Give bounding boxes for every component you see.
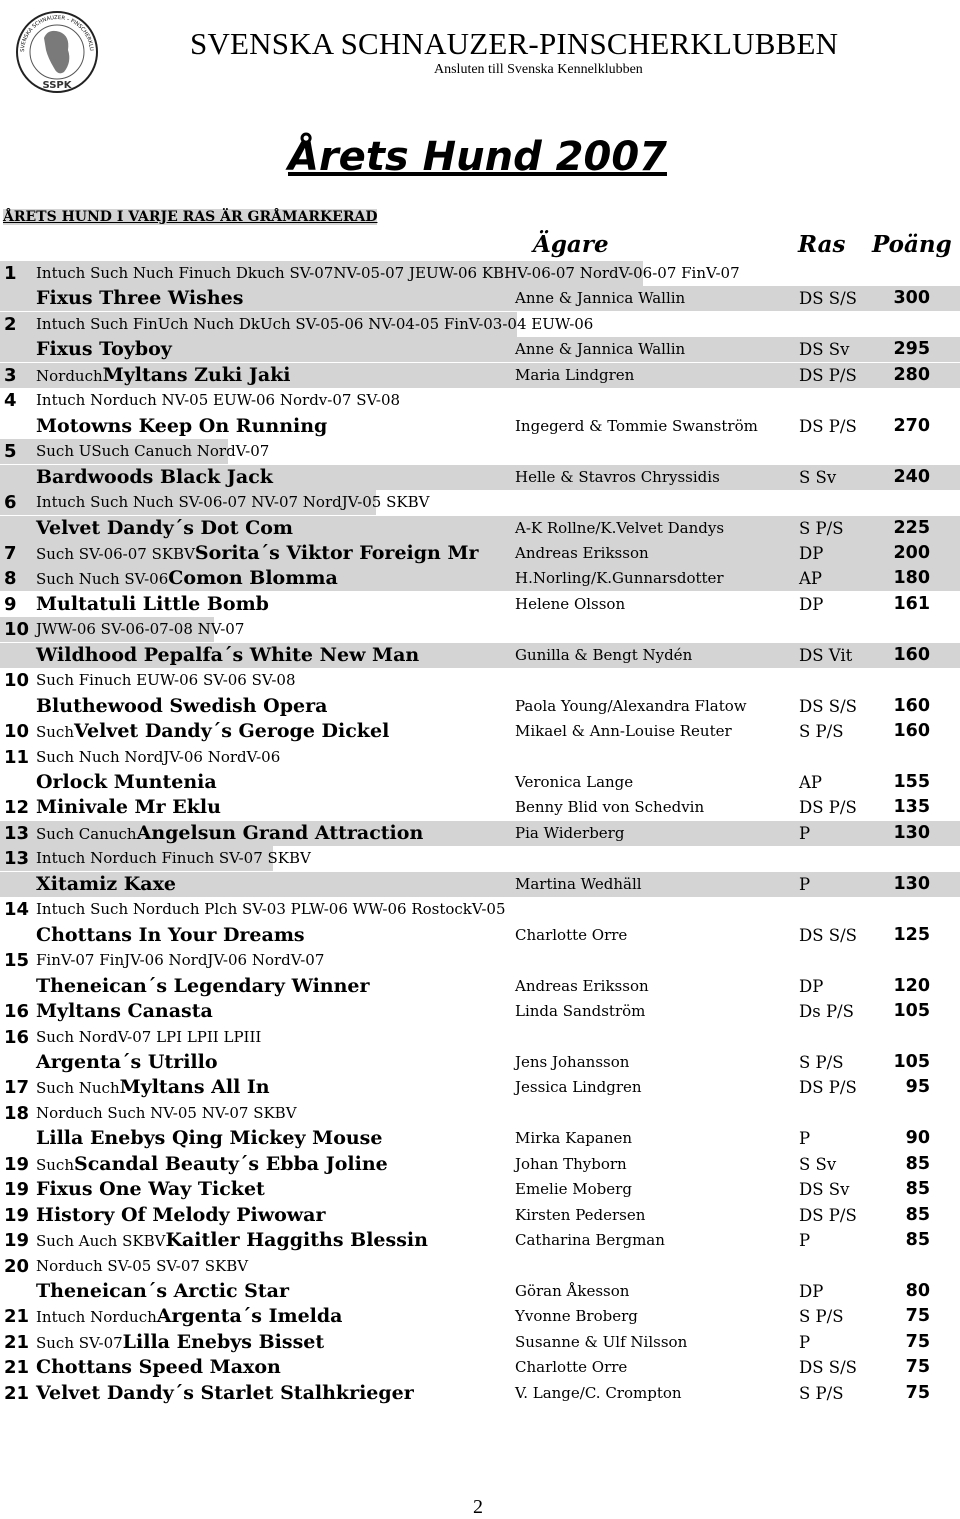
entry-rank: 3 <box>4 364 17 386</box>
entry-points: 295 <box>893 339 930 360</box>
entry-owner: Veronica Lange <box>515 773 634 791</box>
entry-ras: P <box>799 823 811 843</box>
entry-rank: 17 <box>4 1077 30 1099</box>
entry-owner: Martina Wedhäll <box>515 874 642 893</box>
entry-rank: 21 <box>4 1331 30 1353</box>
dog-name: Myltans All In <box>119 1076 270 1099</box>
entry-row <box>0 795 960 820</box>
org-subtitle: Ansluten till Svenska Kennelklubben <box>434 62 643 77</box>
dog-name: Xitamiz Kaxe <box>36 872 177 895</box>
entry-ras: DS Vit <box>799 645 853 665</box>
entry-titles: Intuch Norduch NV-05 EUW-06 Nordv-07 SV-08 <box>36 391 401 410</box>
entry-ras: DS P/S <box>799 365 857 385</box>
entry-ras: DP <box>799 1282 824 1301</box>
entry-ras: DS S/S <box>799 925 857 945</box>
entry-rank: 15 <box>4 950 30 972</box>
entry-owner: Johan Thyborn <box>515 1154 627 1173</box>
entry-titles: Intuch Such Nuch SV-06-07 NV-07 NordJV-05 SKBV <box>36 493 430 512</box>
entry-points: 75 <box>905 1382 930 1403</box>
entry-titles: Such <box>36 1155 74 1174</box>
entry-name-wrap <box>36 1355 281 1380</box>
entry-name-wrap <box>36 643 419 668</box>
dog-name: Multatuli Little Bomb <box>36 592 269 615</box>
dog-name: History Of Melody Piwowar <box>36 1203 326 1226</box>
entry-titles-wrap <box>36 1025 261 1050</box>
entry-ras: DS S/S <box>799 1358 857 1378</box>
entry-name-wrap <box>36 1279 289 1304</box>
entry-rank: 1 <box>4 263 17 284</box>
dog-name: Argenta´s Imelda <box>156 1305 343 1328</box>
dog-name: Myltans Zuki Jaki <box>102 363 291 386</box>
entry-name-wrap <box>36 923 305 948</box>
entry-owner: Paola Young/Alexandra Flatow <box>515 696 747 715</box>
entry-owner: Linda Sandström <box>515 1002 646 1021</box>
entry-row <box>0 694 960 719</box>
dog-name: Minivale Mr Eklu <box>36 796 221 819</box>
entry-ras: S Sv <box>799 1154 837 1174</box>
entry-points: 105 <box>893 1001 930 1022</box>
dog-name: Velvet Dandy´s Geroge Dickel <box>74 720 390 743</box>
entry-row <box>0 668 960 693</box>
entry-owner: Pia Widerberg <box>515 823 625 842</box>
entry-name-wrap <box>36 592 269 617</box>
entry-row <box>0 719 960 744</box>
entry-row <box>0 363 960 388</box>
entry-row <box>0 745 960 770</box>
entry-owner: Göran Åkesson <box>515 1282 630 1300</box>
entry-rank: 9 <box>4 593 17 615</box>
entry-points: 85 <box>905 1230 930 1251</box>
dog-name: Velvet Dandy´s Starlet Stalhkrieger <box>36 1381 414 1404</box>
entry-titles-wrap <box>36 1101 297 1126</box>
entry-row <box>0 1254 960 1279</box>
entry-row <box>0 617 960 642</box>
entry-points: 85 <box>905 1204 930 1225</box>
dog-name: Bluthewood Swedish Opera <box>36 694 328 717</box>
entry-ras: DS P/S <box>799 1205 857 1225</box>
entry-name-wrap <box>36 1075 270 1100</box>
entry-row <box>0 490 960 515</box>
entry-rank: 12 <box>4 797 30 819</box>
entry-points: 160 <box>893 695 930 716</box>
entry-name-wrap <box>36 541 479 566</box>
entry-points: 155 <box>893 772 930 792</box>
entry-name-wrap <box>36 1050 218 1075</box>
entry-row <box>0 821 960 846</box>
entry-owner: Benny Blid von Schedvin <box>515 798 705 817</box>
entry-name-wrap <box>36 719 389 744</box>
entry-name-wrap <box>36 516 293 541</box>
entry-row <box>0 999 960 1024</box>
entry-owner: Charlotte Orre <box>515 925 628 944</box>
entry-owner: Maria Lindgren <box>515 365 635 384</box>
entry-points: 75 <box>905 1331 930 1352</box>
entry-titles: Such SV-06-07 SKBV <box>36 544 195 563</box>
dog-name: Velvet Dandy´s Dot Com <box>36 516 294 539</box>
entry-row <box>0 643 960 668</box>
entry-titles: JWW-06 SV-06-07-08 NV-07 <box>36 620 245 639</box>
entry-row <box>0 465 960 490</box>
entry-ras: DS S/S <box>799 696 857 716</box>
entry-name-wrap <box>36 1330 324 1355</box>
entry-points: 270 <box>893 415 930 436</box>
entry-row <box>0 1203 960 1228</box>
entry-owner: A-K Rollne/K.Velvet Dandys <box>515 518 725 537</box>
dog-name: Comon Blomma <box>168 567 338 590</box>
entry-row <box>0 1101 960 1126</box>
entry-ras: DS S/S <box>799 289 857 309</box>
entry-rank: 2 <box>4 313 17 335</box>
entry-ras: P <box>799 874 811 894</box>
entry-points: 161 <box>893 593 930 614</box>
entry-points: 90 <box>905 1128 930 1149</box>
entry-titles: Norduch <box>36 366 103 385</box>
entry-ras: DS Sv <box>799 1180 850 1200</box>
entry-name-wrap <box>36 1152 388 1177</box>
entry-ras: P <box>799 1332 811 1352</box>
entry-rank: 7 <box>4 542 17 564</box>
entry-name-wrap <box>36 286 243 311</box>
entry-titles: Norduch SV-05 SV-07 SKBV <box>36 1256 249 1275</box>
entry-owner: Charlotte Orre <box>515 1358 628 1377</box>
entry-row <box>0 414 960 439</box>
dog-name: Scandal Beauty´s Ebba Joline <box>74 1152 388 1175</box>
entry-titles-wrap <box>36 312 593 337</box>
entry-row <box>0 923 960 948</box>
entry-points: 75 <box>905 1357 930 1378</box>
entry-ras: P <box>799 1129 811 1149</box>
entry-titles: Intuch Norduch Finuch SV-07 SKBV <box>36 849 311 868</box>
entry-row <box>0 974 960 999</box>
entry-points: 120 <box>893 975 930 996</box>
entry-points: 95 <box>905 1077 930 1098</box>
entry-rank: 19 <box>4 1179 30 1201</box>
entry-name-wrap <box>36 465 273 490</box>
entry-ras: DS P/S <box>799 416 857 436</box>
entry-rank: 14 <box>4 899 30 921</box>
entry-titles-wrap <box>36 668 296 693</box>
entry-ras: S P/S <box>799 518 844 538</box>
entry-row <box>0 592 960 617</box>
entry-rank: 16 <box>4 1001 30 1023</box>
entry-titles: Such Finuch EUW-06 SV-06 SV-08 <box>36 671 296 690</box>
entry-points: 85 <box>905 1179 930 1200</box>
entry-titles-wrap <box>36 439 269 464</box>
entry-row <box>0 286 960 311</box>
entry-owner: Anne & Jannica Wallin <box>515 340 686 359</box>
dog-name: Chottans Speed Maxon <box>36 1356 281 1379</box>
page-number: 2 <box>473 1496 483 1518</box>
entry-row <box>0 1050 960 1075</box>
entry-ras: S P/S <box>799 1307 844 1327</box>
entry-titles-wrap <box>36 897 506 922</box>
entry-owner: Ingegerd & Tommie Swanström <box>515 416 758 435</box>
logo-abbr: SSPK <box>42 80 72 91</box>
entry-points: 80 <box>905 1281 930 1301</box>
entry-owner: Anne & Jannica Wallin <box>515 289 686 308</box>
entry-row <box>0 1075 960 1100</box>
entry-row <box>0 1381 960 1406</box>
entry-name-wrap <box>36 1228 428 1253</box>
column-header-ras: Ras <box>798 231 846 258</box>
entry-rank: 13 <box>4 848 30 870</box>
entry-row <box>0 312 960 337</box>
entry-owner: Gunilla & Bengt Nydén <box>515 645 693 664</box>
entry-points: 85 <box>905 1153 930 1174</box>
entry-rank: 21 <box>4 1382 30 1404</box>
entry-row <box>0 439 960 464</box>
entry-titles: FinV-07 FinJV-06 NordJV-06 NordV-07 <box>36 951 325 970</box>
entry-rank: 11 <box>4 746 30 768</box>
entry-name-wrap <box>36 363 291 388</box>
entry-rank: 21 <box>4 1306 30 1328</box>
entry-rank: 10 <box>4 619 30 641</box>
entry-titles: Such Auch SKBV <box>36 1232 166 1251</box>
entry-points: 300 <box>893 288 930 309</box>
entry-rank: 18 <box>4 1102 30 1124</box>
club-logo <box>14 2 100 102</box>
entry-titles: Such Nuch SV-06 <box>36 570 169 589</box>
entry-points: 130 <box>893 822 930 843</box>
entry-rank: 21 <box>4 1357 30 1379</box>
entry-row <box>0 1228 960 1253</box>
entry-row <box>0 872 960 897</box>
entry-owner: Mirka Kapanen <box>515 1129 633 1148</box>
entry-row <box>0 897 960 922</box>
entry-points: 160 <box>893 721 930 742</box>
entry-points: 280 <box>893 364 930 385</box>
entry-name-wrap <box>36 1126 382 1151</box>
entry-name-wrap <box>36 1381 414 1406</box>
entry-ras: DS P/S <box>799 1078 857 1098</box>
entry-rank: 5 <box>4 441 17 463</box>
entry-ras: DP <box>799 594 824 614</box>
logo-arc-text: SVENSKA SCHNAUZER – PINSCHERKLU <box>19 14 95 53</box>
entry-titles: Intuch Norduch <box>36 1308 157 1327</box>
entry-points: 130 <box>893 873 930 894</box>
entry-ras: P <box>799 1231 811 1251</box>
entry-ras: S P/S <box>799 1052 844 1072</box>
entry-titles-wrap <box>36 261 740 286</box>
entry-row <box>0 1355 960 1380</box>
entry-owner: Jessica Lindgren <box>515 1078 642 1097</box>
dog-name: Theneican´s Arctic Star <box>36 1280 289 1302</box>
entry-name-wrap <box>36 999 213 1024</box>
entry-rank: 8 <box>4 568 17 590</box>
entry-name-wrap <box>36 821 423 846</box>
dog-name: Orlock Muntenia <box>36 771 217 793</box>
entry-ras: AP <box>799 773 823 792</box>
entry-name-wrap <box>36 795 221 820</box>
entry-points: 160 <box>893 644 930 665</box>
entry-row <box>0 337 960 362</box>
dog-name: Chottans In Your Dreams <box>36 923 305 946</box>
entry-row <box>0 516 960 541</box>
entry-owner: Catharina Bergman <box>515 1231 665 1250</box>
column-header-points: Poäng <box>872 231 952 258</box>
entry-titles: Intuch Such Norduch Plch SV-03 PLW-06 WW-06 RostockV-05 <box>36 900 506 919</box>
entry-titles-wrap <box>36 745 280 770</box>
entry-owner: Emelie Moberg <box>515 1180 632 1199</box>
entry-name-wrap <box>36 337 172 362</box>
entry-row <box>0 1279 960 1304</box>
entry-rank: 16 <box>4 1026 30 1048</box>
entry-owner: Yvonne Broberg <box>515 1307 638 1326</box>
highlight-note: ÅRETS HUND I VARJE RAS ÄR GRÅMARKERAD <box>3 209 378 225</box>
entry-name-wrap <box>36 414 327 439</box>
dog-name: Sorita´s Viktor Foreign Mr <box>194 541 479 564</box>
entry-points: 240 <box>893 466 930 487</box>
entry-titles-wrap <box>36 490 429 515</box>
dog-name: Angelsun Grand Attraction <box>136 821 424 844</box>
entry-titles: Such <box>36 723 74 742</box>
entry-owner: H.Norling/K.Gunnarsdotter <box>515 569 724 588</box>
entry-points: 125 <box>893 924 930 945</box>
entry-name-wrap <box>36 566 338 591</box>
entry-name-wrap <box>36 1203 325 1228</box>
entry-points: 135 <box>893 797 930 818</box>
dog-name: Kaitler Haggiths Blessin <box>165 1229 428 1252</box>
entry-ras: AP <box>799 569 823 589</box>
entry-titles: Intuch Such FinUch Nuch DkUch SV-05-06 NV-04-05 FinV-03-04 EUW-06 <box>36 314 594 333</box>
entry-titles: Such NordV-07 LPI LPII LPIII <box>36 1027 262 1046</box>
entry-rank: 13 <box>4 822 30 844</box>
page-title: Årets Hund 2007 <box>288 134 667 180</box>
column-header-owner: Ägare <box>533 231 609 258</box>
dog-name: Wildhood Pepalfa´s White New Man <box>36 643 420 666</box>
entry-name-wrap <box>36 974 370 999</box>
entry-row <box>0 846 960 871</box>
entry-rank: 10 <box>4 670 30 692</box>
dog-name: Fixus One Way Ticket <box>36 1178 265 1201</box>
entry-name-wrap <box>36 872 176 897</box>
entry-titles: Such USuch Canuch NordV-07 <box>36 442 270 461</box>
entry-titles-wrap <box>36 948 324 973</box>
entry-owner: Helene Olsson <box>515 594 626 613</box>
entry-points: 180 <box>893 568 930 589</box>
entry-owner: V. Lange/C. Crompton <box>515 1383 682 1402</box>
entry-owner: Helle & Stavros Chryssidis <box>515 467 720 486</box>
entry-rank: 6 <box>4 492 17 514</box>
entry-ras: Ds P/S <box>799 1002 854 1022</box>
entry-name-wrap <box>36 1177 265 1202</box>
entry-titles: Such SV-07 <box>36 1333 123 1352</box>
dog-name: Myltans Canasta <box>36 1000 213 1023</box>
entry-row <box>0 1177 960 1202</box>
entry-owner: Andreas Eriksson <box>515 976 649 995</box>
entry-points: 75 <box>905 1306 930 1327</box>
entry-points: 105 <box>893 1051 930 1072</box>
entry-titles-wrap <box>36 846 311 871</box>
entry-name-wrap <box>36 694 327 719</box>
entry-ras: S Sv <box>799 467 837 487</box>
entry-row <box>0 261 960 286</box>
entry-row <box>0 1126 960 1151</box>
entry-row <box>0 541 960 566</box>
entry-titles: Intuch Such Nuch Finuch Dkuch SV-07NV-05-07 JEUW-06 KBHV-06-07 NordV-06-07 FinV-07 <box>36 264 740 282</box>
entry-row <box>0 388 960 413</box>
entry-row <box>0 566 960 591</box>
entry-owner: Jens Johansson <box>515 1052 630 1071</box>
entry-name-wrap <box>36 1304 343 1329</box>
org-title: SVENSKA SCHNAUZER-PINSCHERKLUBBEN <box>190 26 839 61</box>
entry-titles-wrap <box>36 1254 248 1279</box>
entry-titles: Such Canuch <box>36 824 137 843</box>
entry-titles: Norduch Such NV-05 NV-07 SKBV <box>36 1103 297 1122</box>
entry-titles-wrap <box>36 388 400 413</box>
entry-row <box>0 1025 960 1050</box>
entry-ras: S P/S <box>799 1383 844 1403</box>
entry-ras: DP <box>799 543 824 563</box>
entry-rank: 19 <box>4 1153 30 1175</box>
entry-row <box>0 948 960 973</box>
entry-titles-wrap <box>36 617 244 642</box>
entry-row <box>0 1304 960 1329</box>
dog-name: Fixus Toyboy <box>36 338 172 361</box>
entry-titles: Such Nuch <box>36 1079 120 1098</box>
entry-points: 200 <box>893 542 930 563</box>
entry-rank: 4 <box>4 390 17 412</box>
entry-row <box>0 1330 960 1355</box>
entry-ras: S P/S <box>799 722 844 742</box>
entry-ras: DP <box>799 976 824 996</box>
entry-rank: 10 <box>4 721 30 743</box>
entry-ras: DS Sv <box>799 340 850 360</box>
dog-name: Motowns Keep On Running <box>36 414 328 437</box>
dog-name: Fixus Three Wishes <box>36 287 244 310</box>
entry-points: 225 <box>893 517 930 538</box>
entry-owner: Andreas Eriksson <box>515 543 649 562</box>
entry-titles: Such Nuch NordJV-06 NordV-06 <box>36 747 281 766</box>
dog-name: Theneican´s Legendary Winner <box>36 974 370 997</box>
entry-rank: 19 <box>4 1204 30 1226</box>
entry-owner: Kirsten Pedersen <box>515 1205 646 1224</box>
entry-row <box>0 770 960 795</box>
entry-ras: DS P/S <box>799 798 857 818</box>
entry-rank: 20 <box>4 1255 30 1277</box>
entry-owner: Susanne & Ulf Nilsson <box>515 1332 688 1351</box>
dog-name: Argenta´s Utrillo <box>36 1050 218 1073</box>
dog-name: Lilla Enebys Qing Mickey Mouse <box>36 1127 383 1150</box>
dog-name: Bardwoods Black Jack <box>36 465 273 488</box>
entry-row <box>0 1152 960 1177</box>
entry-rank: 19 <box>4 1230 30 1252</box>
entry-name-wrap <box>36 770 217 795</box>
dog-name: Lilla Enebys Bisset <box>122 1330 325 1353</box>
entry-owner: Mikael & Ann-Louise Reuter <box>515 722 732 741</box>
